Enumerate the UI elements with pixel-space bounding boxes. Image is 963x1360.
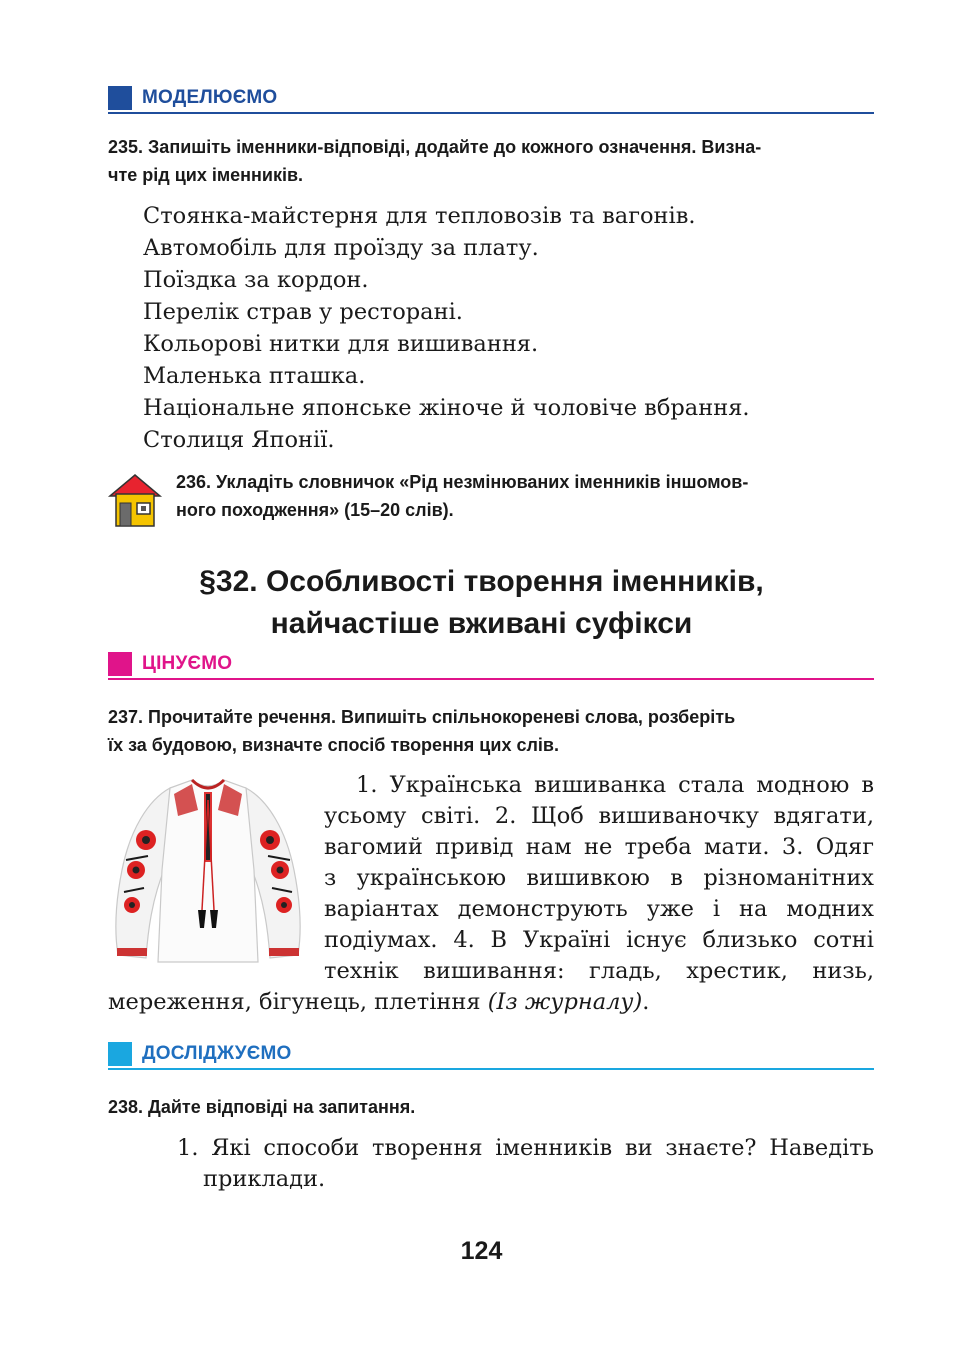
section-marker xyxy=(108,1042,132,1066)
text-line: технік вишивання: гладь, хрестик, низь, xyxy=(324,958,874,984)
page-number: 124 xyxy=(460,1237,503,1265)
list-item: Перелік страв у ресторані. xyxy=(143,299,463,325)
list-item: Національне японське жіноче й чоловіче вбрання. xyxy=(143,395,750,421)
list-item: Стоянка-майстерня для тепловозів та вагонів. xyxy=(143,203,696,229)
paragraph-title xyxy=(0,562,963,644)
house-icon xyxy=(107,472,163,528)
task-237-instruction xyxy=(108,703,735,759)
text-line: подіумах. 4. В Україні існує близько сотні xyxy=(324,927,874,953)
section-header-valuing xyxy=(108,652,874,680)
task-238-instruction: 238. Дайте відповіді на запитання. xyxy=(108,1097,416,1117)
source-citation: (Із журналу) xyxy=(487,989,643,1015)
list-item: Столиця Японії. xyxy=(143,427,335,453)
instruction-line: чте рід цих іменників. xyxy=(108,165,304,185)
text-fragment: . xyxy=(642,989,650,1015)
instruction-line: 235. Запишіть іменники-відповіді, додайте до кожного означення. Визна- xyxy=(108,137,762,157)
section-header-modeling xyxy=(108,86,874,114)
section-label: ЦІНУЄМО xyxy=(142,653,233,674)
section-rule xyxy=(108,1068,874,1070)
text-line: варіантах демонструють уже і на модних xyxy=(324,896,874,922)
question-line: 1. Які способи творення іменників ви знаєте? Наведіть xyxy=(177,1135,874,1161)
text-line-last xyxy=(108,987,649,1018)
list-item: Поїздка за кордон. xyxy=(143,267,369,293)
title-line: §32. Особливості творення іменників, xyxy=(199,565,764,598)
list-item: Автомобіль для проїзду за плату. xyxy=(143,235,539,261)
text-line: з українською вишивкою в різноманітних xyxy=(324,865,874,891)
instruction-line: 236. Укладіть словничок «Рід незмінюваних іменників іншомов- xyxy=(176,472,749,492)
section-label: ДОСЛІДЖУЄМО xyxy=(142,1043,292,1064)
section-marker xyxy=(108,86,132,110)
section-rule xyxy=(108,112,874,114)
task-235-instruction xyxy=(108,133,761,189)
list-item: Кольорові нитки для вишивання. xyxy=(143,331,539,357)
title-line: найчастіше вживані суфікси xyxy=(270,607,693,640)
instruction-line: ного походження» (15–20 слів). xyxy=(176,500,454,520)
question-line: приклади. xyxy=(203,1166,326,1192)
text-line: вагомий привід нам не треба мати. 3. Одяг xyxy=(324,834,874,860)
text-line: усьому світі. 2. Щоб вишиваночку вдягати, xyxy=(324,803,874,829)
list-item: Маленька пташка. xyxy=(143,363,366,389)
section-header-researching xyxy=(108,1042,874,1070)
text-line: 1. Українська вишиванка стала модною в xyxy=(356,772,874,798)
instruction-line: 237. Прочитайте речення. Випишіть спільнокореневі слова, розберіть xyxy=(108,707,736,727)
task-236-instruction xyxy=(176,468,748,524)
section-marker xyxy=(108,652,132,676)
instruction-line: їх за будовою, визначте спосіб творення цих слів. xyxy=(108,735,559,755)
text-fragment: мереження, бігунець, плетіння xyxy=(108,989,481,1015)
embroidered-shirt-image xyxy=(108,770,308,970)
section-rule xyxy=(108,678,874,680)
section-label: МОДЕЛЮЄМО xyxy=(142,87,278,108)
